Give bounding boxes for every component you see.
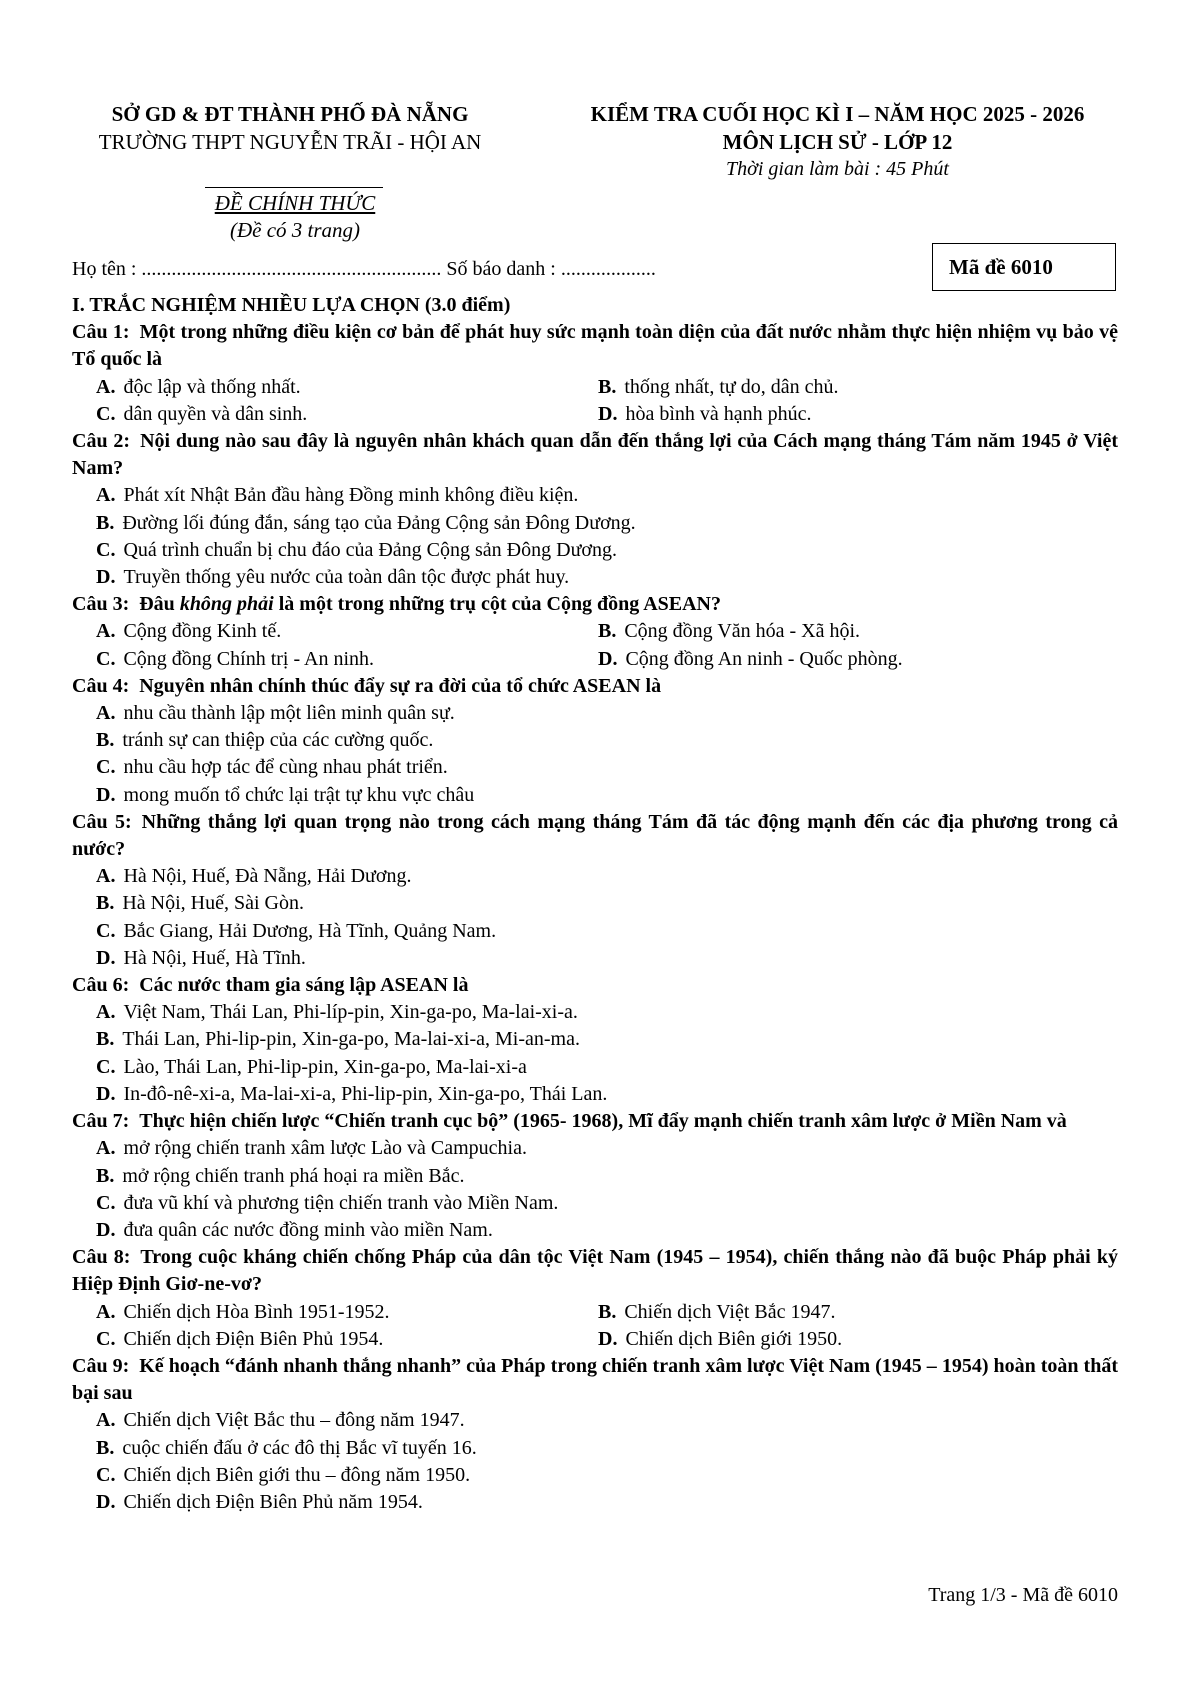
question-number: Câu 2: bbox=[72, 430, 131, 453]
header-right bbox=[545, 100, 1130, 182]
option-text: cuộc chiến đấu ở các đô thị Bắc vĩ tuyến 16. bbox=[122, 1436, 477, 1459]
question-4 bbox=[72, 673, 1118, 700]
question-number: Câu 8: bbox=[72, 1246, 131, 1269]
question-number: Câu 3: bbox=[72, 593, 130, 616]
question-3 bbox=[72, 591, 1118, 618]
option-text: Truyền thống yêu nước của toàn dân tộc được phát huy. bbox=[123, 566, 570, 589]
question-stem-after: là một trong những trụ cột của Cộng đồng ASEAN? bbox=[273, 593, 721, 616]
option-text: Cộng đồng Chính trị - An ninh. bbox=[123, 647, 375, 670]
student-info-line: Họ tên : ............................................................ Số báo danh : ................... bbox=[72, 258, 656, 280]
option-label: C. bbox=[96, 919, 116, 942]
option-text: Cộng đồng An ninh - Quốc phòng. bbox=[625, 647, 903, 670]
option-b bbox=[72, 727, 1118, 754]
option-c bbox=[72, 1054, 1118, 1081]
option-label: C. bbox=[96, 402, 116, 425]
option-row bbox=[72, 374, 1118, 401]
option-label: D. bbox=[96, 1490, 116, 1513]
option-a bbox=[72, 999, 1118, 1026]
option-label: D. bbox=[96, 1082, 116, 1105]
page-footer: Trang 1/3 - Mã đề 6010 bbox=[928, 1584, 1118, 1606]
option-c bbox=[96, 401, 598, 428]
option-a bbox=[72, 863, 1118, 890]
option-label: C. bbox=[96, 647, 116, 670]
question-stem: Trong cuộc kháng chiến chống Pháp của dân tộc Việt Nam (1945 – 1954), chiến thắng nào đã buộc Pháp phải ký Hiệp Định Giơ-ne-vơ? bbox=[72, 1246, 1118, 1296]
option-a bbox=[96, 618, 598, 645]
question-5 bbox=[72, 809, 1118, 863]
option-text: Quá trình chuẩn bị chu đáo của Đảng Cộng sản Đông Dương. bbox=[123, 538, 617, 561]
option-text: Phát xít Nhật Bản đầu hàng Đồng minh không điều kiện. bbox=[123, 484, 579, 507]
school-name: TRƯỜNG THPT NGUYỄN TRÃI - HỘI AN bbox=[98, 130, 482, 154]
option-label: D. bbox=[598, 1327, 618, 1350]
option-label: A. bbox=[96, 375, 116, 398]
option-b bbox=[72, 1026, 1118, 1053]
question-number: Câu 6: bbox=[72, 974, 130, 997]
question-9 bbox=[72, 1353, 1118, 1407]
exam-content bbox=[72, 292, 1118, 1516]
option-label: A. bbox=[96, 865, 116, 888]
option-a bbox=[72, 1135, 1118, 1162]
question-stem: Những thắng lợi quan trọng nào trong cách mạng tháng Tám đã tác động mạnh đến các địa phương trong cả nước? bbox=[72, 810, 1118, 861]
option-a bbox=[72, 700, 1118, 727]
question-2 bbox=[72, 428, 1118, 482]
option-text: Chiến dịch Điện Biên Phủ 1954. bbox=[123, 1327, 384, 1350]
option-c bbox=[96, 646, 598, 673]
option-text: độc lập và thống nhất. bbox=[123, 375, 301, 398]
option-text: Cộng đồng Văn hóa - Xã hội. bbox=[624, 620, 861, 643]
question-7 bbox=[72, 1108, 1118, 1135]
exam-code-box bbox=[932, 243, 1116, 291]
option-label: D. bbox=[598, 402, 618, 425]
option-text: Chiến dịch Hòa Bình 1951-1952. bbox=[123, 1300, 390, 1323]
option-d bbox=[72, 1081, 1118, 1108]
option-label: C. bbox=[96, 756, 116, 779]
option-row bbox=[72, 618, 1118, 645]
option-b bbox=[72, 1435, 1118, 1462]
option-label: C. bbox=[96, 538, 116, 561]
option-text: Chiến dịch Điện Biên Phủ năm 1954. bbox=[123, 1490, 423, 1513]
option-text: Thái Lan, Phi-lip-pin, Xin-ga-po, Ma-lai-xi-a, Mi-an-ma. bbox=[122, 1028, 580, 1051]
section-title: I. TRẮC NGHIỆM NHIỀU LỰA CHỌN (3.0 điểm) bbox=[72, 294, 511, 316]
option-a bbox=[72, 1407, 1118, 1434]
exam-title: KIỂM TRA CUỐI HỌC KÌ I – NĂM HỌC 2025 - 2026 bbox=[590, 102, 1085, 126]
option-row bbox=[72, 1326, 1118, 1353]
option-b bbox=[598, 1299, 1100, 1326]
option-text: Chiến dịch Biên giới 1950. bbox=[625, 1327, 843, 1350]
option-label: A. bbox=[96, 1001, 116, 1024]
option-text: hòa bình và hạnh phúc. bbox=[625, 402, 812, 425]
option-a bbox=[96, 374, 598, 401]
option-a bbox=[96, 1299, 598, 1326]
option-label: C. bbox=[96, 1055, 116, 1078]
option-label: C. bbox=[96, 1327, 116, 1350]
option-c bbox=[72, 918, 1118, 945]
question-stem: Nội dung nào sau đây là nguyên nhân khách quan dẫn đến thắng lợi của Cách mạng tháng Tám năm 1945 ở Việt Nam? bbox=[72, 430, 1118, 480]
option-text: Đường lối đúng đắn, sáng tạo của Đảng Cộng sản Đông Dương. bbox=[122, 511, 636, 534]
option-text: mở rộng chiến tranh xâm lược Lào và Campuchia. bbox=[123, 1137, 527, 1160]
option-label: B. bbox=[96, 892, 115, 915]
option-row bbox=[72, 1299, 1118, 1326]
option-c bbox=[72, 537, 1118, 564]
option-text: Chiến dịch Biên giới thu – đông năm 1950. bbox=[123, 1463, 471, 1486]
option-d bbox=[72, 1217, 1118, 1244]
subject-title: MÔN LỊCH SỬ - LỚP 12 bbox=[722, 130, 953, 154]
option-row bbox=[72, 646, 1118, 673]
pages-note: (Đề có 3 trang) bbox=[229, 218, 361, 242]
option-text: Bắc Giang, Hải Dương, Hà Tĩnh, Quảng Nam. bbox=[123, 919, 497, 942]
option-d bbox=[72, 1489, 1118, 1516]
option-d bbox=[598, 1326, 1100, 1353]
exam-code: Mã đề 6010 bbox=[949, 254, 1053, 279]
option-label: D. bbox=[598, 647, 618, 670]
option-text: Hà Nội, Huế, Hà Tĩnh. bbox=[123, 946, 306, 969]
option-label: B. bbox=[598, 375, 617, 398]
option-text: tránh sự can thiệp của các cường quốc. bbox=[122, 729, 434, 752]
header-divider bbox=[205, 187, 383, 188]
option-d bbox=[598, 646, 1100, 673]
question-stem-before: Đâu bbox=[139, 593, 180, 616]
time-allowed: Thời gian làm bài : 45 Phút bbox=[726, 158, 949, 180]
question-stem: Thực hiện chiến lược “Chiến tranh cục bộ” (1965- 1968), Mĩ đẩy mạnh chiến tranh xâm lược ở Miền Nam và bbox=[139, 1110, 1067, 1133]
option-text: Việt Nam, Thái Lan, Phi-líp-pin, Xin-ga-po, Ma-lai-xi-a. bbox=[123, 1001, 578, 1024]
question-number: Câu 4: bbox=[72, 674, 130, 697]
option-label: B. bbox=[96, 1028, 115, 1051]
option-label: B. bbox=[96, 1436, 115, 1459]
option-b bbox=[72, 1163, 1118, 1190]
department-name: SỞ GD & ĐT THÀNH PHỐ ĐÀ NẴNG bbox=[111, 102, 469, 126]
option-text: đưa quân các nước đồng minh vào miền Nam. bbox=[123, 1218, 493, 1241]
question-stem: Nguyên nhân chính thúc đẩy sự ra đời của tổ chức ASEAN là bbox=[139, 674, 662, 697]
option-label: A. bbox=[96, 1300, 116, 1323]
question-stem: Kế hoạch “đánh nhanh thắng nhanh” của Pháp trong chiến tranh xâm lược Việt Nam (1945 – 1954) hoàn toàn thất bại sau bbox=[72, 1354, 1118, 1405]
question-stem-emphasis: không phải bbox=[179, 593, 274, 616]
official-label bbox=[170, 190, 420, 244]
option-label: C. bbox=[96, 1463, 116, 1486]
option-b bbox=[72, 890, 1118, 917]
question-stem: Các nước tham gia sáng lập ASEAN là bbox=[139, 974, 469, 997]
option-b bbox=[598, 374, 1100, 401]
option-text: Chiến dịch Việt Bắc 1947. bbox=[624, 1300, 836, 1323]
option-d bbox=[72, 945, 1118, 972]
option-d bbox=[72, 782, 1118, 809]
option-c bbox=[96, 1326, 598, 1353]
option-label: B. bbox=[598, 620, 617, 643]
option-b bbox=[72, 510, 1118, 537]
question-number: Câu 7: bbox=[72, 1110, 130, 1133]
option-text: nhu cầu hợp tác để cùng nhau phát triển. bbox=[123, 756, 448, 779]
option-label: D. bbox=[96, 566, 116, 589]
option-text: Chiến dịch Việt Bắc thu – đông năm 1947. bbox=[123, 1409, 465, 1432]
question-number: Câu 1: bbox=[72, 321, 130, 344]
option-label: D. bbox=[96, 783, 116, 806]
question-8 bbox=[72, 1244, 1118, 1298]
option-text: Hà Nội, Huế, Đà Nẵng, Hải Dương. bbox=[123, 865, 412, 888]
question-number: Câu 5: bbox=[72, 810, 132, 833]
option-text: Lào, Thái Lan, Phi-lip-pin, Xin-ga-po, Ma-lai-xi-a bbox=[123, 1055, 527, 1078]
question-number: Câu 9: bbox=[72, 1354, 130, 1377]
option-text: nhu cầu thành lập một liên minh quân sự. bbox=[123, 702, 455, 725]
question-1 bbox=[72, 319, 1118, 373]
option-label: A. bbox=[96, 702, 116, 725]
option-label: A. bbox=[96, 1409, 116, 1432]
option-text: đưa vũ khí và phương tiện chiến tranh vào Miền Nam. bbox=[123, 1191, 559, 1214]
option-label: C. bbox=[96, 1191, 116, 1214]
option-label: B. bbox=[598, 1300, 617, 1323]
option-text: Cộng đồng Kinh tế. bbox=[123, 620, 282, 643]
question-stem: Một trong những điều kiện cơ bản để phát huy sức mạnh toàn diện của đất nước nhằm thực hiện nhiệm vụ bảo vệ Tổ quốc là bbox=[72, 321, 1118, 371]
option-label: A. bbox=[96, 1137, 116, 1160]
option-label: B. bbox=[96, 729, 115, 752]
option-b bbox=[598, 618, 1100, 645]
option-label: D. bbox=[96, 946, 116, 969]
question-6 bbox=[72, 972, 1118, 999]
option-text: thống nhất, tự do, dân chủ. bbox=[624, 375, 839, 398]
option-c bbox=[72, 1190, 1118, 1217]
option-label: D. bbox=[96, 1218, 116, 1241]
option-label: A. bbox=[96, 620, 116, 643]
option-text: Hà Nội, Huế, Sài Gòn. bbox=[122, 892, 304, 915]
option-row bbox=[72, 401, 1118, 428]
option-d bbox=[72, 564, 1118, 591]
option-d bbox=[598, 401, 1100, 428]
option-text: mở rộng chiến tranh phá hoại ra miền Bắc. bbox=[122, 1164, 465, 1187]
option-text: mong muốn tổ chức lại trật tự khu vực châu bbox=[123, 783, 475, 806]
option-a bbox=[72, 482, 1118, 509]
option-label: A. bbox=[96, 484, 116, 507]
option-text: dân quyền và dân sinh. bbox=[123, 402, 308, 425]
option-label: B. bbox=[96, 1164, 115, 1187]
option-label: B. bbox=[96, 511, 115, 534]
header-left bbox=[70, 100, 510, 156]
official-title: ĐỀ CHÍNH THỨC bbox=[214, 191, 376, 215]
option-c bbox=[72, 1462, 1118, 1489]
option-text: In-đô-nê-xi-a, Ma-lai-xi-a, Phi-lip-pin, Xin-ga-po, Thái Lan. bbox=[123, 1082, 608, 1105]
option-c bbox=[72, 754, 1118, 781]
